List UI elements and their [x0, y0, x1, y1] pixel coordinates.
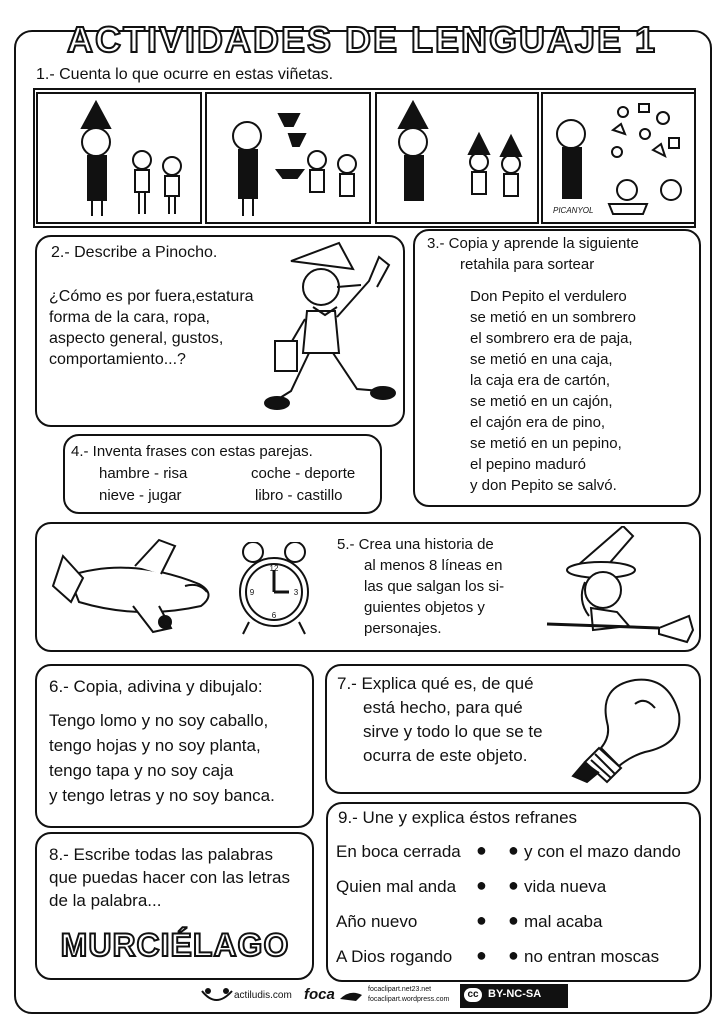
activity-6-box [35, 664, 314, 828]
activity-3-box [413, 229, 701, 507]
act3-heading-line1: 3.- Copia y aprende la siguiente [427, 235, 639, 252]
match-dot-right[interactable]: ● [508, 910, 519, 930]
activity-7-box [325, 664, 701, 794]
word-pair: hambre - risa [99, 465, 188, 482]
match-dot-left[interactable]: ● [476, 875, 487, 895]
witch-on-broom-illustration [537, 526, 697, 648]
act6-heading: 6.- Copia, adivina y dibujalo: [49, 677, 263, 696]
activity-2-box [35, 235, 405, 427]
act3-heading-line2: retahila para sortear [460, 256, 595, 273]
act7-line: está hecho, para qué [363, 698, 523, 717]
footer-credits [200, 983, 566, 1009]
activity-9-box [326, 802, 701, 982]
riddle-line: tengo hojas y no soy planta, [49, 736, 261, 755]
match-dot-left[interactable]: ● [476, 945, 487, 965]
comic-panel-3 [375, 92, 539, 224]
artist-signature: PICANYOL [553, 206, 594, 215]
act5-line: 5.- Crea una historia de [337, 536, 494, 553]
poem-line: se metió en un sombrero [470, 309, 636, 326]
act2-heading: 2.- Describe a Pinocho. [51, 244, 218, 261]
title-text: ACTIVIDADES DE LENGUAJE 1 [66, 19, 658, 60]
match-dot-right[interactable]: ● [508, 945, 519, 965]
proverb-end: vida nueva [524, 877, 607, 896]
poem-line: Don Pepito el verdulero [470, 288, 627, 305]
proverb-start: Quien mal anda [336, 877, 457, 896]
poem-line: y don Pepito se salvó. [470, 477, 617, 494]
page-title [0, 0, 724, 64]
svg-text:9: 9 [249, 588, 255, 597]
match-dot-right[interactable]: ● [508, 875, 519, 895]
seal-icon [338, 989, 364, 1003]
proverb-end: mal acaba [524, 912, 603, 931]
match-dot-left[interactable]: ● [476, 840, 487, 860]
activity-8-box [35, 832, 314, 980]
proverb-start: A Dios rogando [336, 947, 453, 966]
act5-line: al menos 8 líneas en [364, 557, 503, 574]
illustration-objects-from-hat [543, 94, 694, 222]
act7-line: sirve y todo lo que se te [363, 722, 543, 741]
poem-line: la caja era de cartón, [470, 372, 611, 389]
poem-line: el cajón era de pino, [470, 414, 606, 431]
cc-license-badge [460, 984, 568, 1008]
comic-panel-4 [541, 92, 696, 224]
word-pair: coche - deporte [251, 465, 356, 482]
svg-text:3: 3 [293, 588, 299, 597]
cc-icon: cc [464, 988, 482, 1002]
poem-line: se metió en una caja, [470, 351, 613, 368]
act2-line: aspecto general, gustos, [49, 330, 224, 347]
svg-text:12: 12 [269, 564, 279, 573]
illustration-kids-with-hats [377, 94, 537, 222]
match-dot-right[interactable]: ● [508, 840, 519, 860]
license-text: BY-NC-SA [488, 988, 542, 1000]
act5-line: personajes. [364, 620, 442, 637]
proverb-start: En boca cerrada [336, 842, 461, 861]
word-pair: libro - castillo [255, 487, 343, 504]
act5-line: las que salgan los si- [364, 578, 505, 595]
poem-line: se metió en un pepino, [470, 435, 622, 452]
svg-text:6: 6 [271, 611, 277, 620]
proverb-end: no entran moscas [524, 947, 660, 966]
riddle-line: tengo tapa y no soy caja [49, 761, 234, 780]
act4-heading: 4.- Inventa frases con estas parejas. [71, 443, 313, 460]
foca-logo: foca [304, 986, 335, 1003]
act7-line: 7.- Explica qué es, de qué [337, 674, 534, 693]
riddle-line: Tengo lomo y no soy caballo, [49, 711, 269, 730]
activity-4-box [63, 434, 382, 514]
poem-line: el sombrero era de paja, [470, 330, 633, 347]
alarm-clock-illustration [235, 542, 313, 636]
foca-site-1[interactable]: focaclipart.net23.net [368, 986, 432, 993]
act7-line: ocurra de este objeto. [363, 746, 528, 765]
poem-line: el pepino maduró [470, 456, 586, 473]
airplane-illustration [49, 536, 219, 640]
act5-line: guientes objetos y [364, 599, 485, 616]
illustration-hat-trick [207, 94, 369, 222]
actiludis-link[interactable]: actiludis.com [234, 990, 292, 1001]
act1-heading: 1.- Cuenta lo que ocurre en estas viñetas. [36, 66, 334, 83]
proverb-start: Año nuevo [336, 912, 418, 931]
comic-panel-1 [36, 92, 202, 224]
light-bulb-illustration [559, 674, 689, 784]
act8-line: de la palabra... [49, 891, 162, 910]
illustration-man-and-kids [38, 94, 200, 222]
act9-heading: 9.- Une y explica éstos refranes [338, 808, 578, 827]
activity-5-box [35, 522, 701, 652]
act8-line: 8.- Escribe todas las palabras [49, 845, 273, 864]
match-dot-left[interactable]: ● [476, 910, 487, 930]
murcielago-word [45, 914, 305, 966]
act8-line: que puedas hacer con las letras [49, 868, 290, 887]
act2-line: forma de la cara, ropa, [49, 309, 210, 326]
act2-line: ¿Cómo es por fuera,estatura [49, 288, 254, 305]
proverb-end: y con el mazo dando [524, 842, 681, 861]
actiludis-logo-icon [200, 985, 234, 1007]
poem-line: se metió en un cajón, [470, 393, 613, 410]
foca-site-2[interactable]: focaclipart.wordpress.com [368, 996, 450, 1003]
comic-panel-2 [205, 92, 371, 224]
murcielago-text: MURCIÉLAGO [60, 927, 290, 963]
pinocchio-illustration [261, 241, 399, 419]
word-pair: nieve - jugar [99, 487, 182, 504]
act2-line: comportamiento...? [49, 351, 186, 368]
riddle-line: y tengo letras y no soy banca. [49, 786, 275, 805]
